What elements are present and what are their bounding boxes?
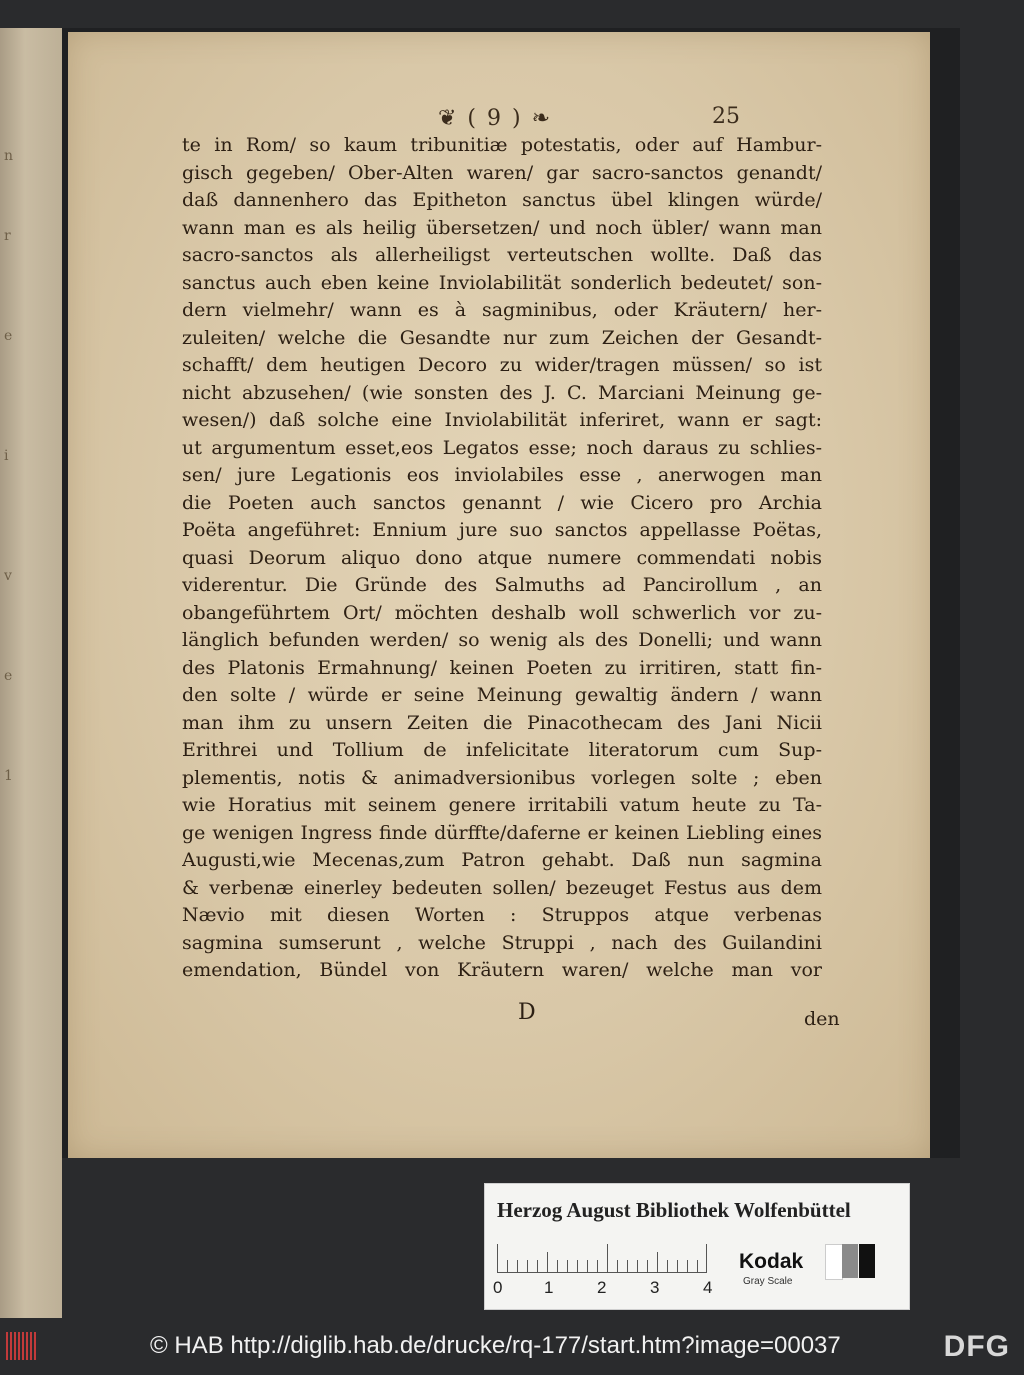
text-line: schafft/ dem heutigen Decoro zu wider/tragen müssen/ so ist bbox=[182, 354, 822, 376]
text-line: emendation, Bündel von Kräutern waren/ welche man vor bbox=[182, 959, 822, 981]
text-line: den solte / würde er seine Meinung gewaltig ändern / wann bbox=[182, 684, 822, 706]
viewer-footer bbox=[0, 1318, 1024, 1375]
text-line: sagmina sumserunt , welche Struppi , nach des Guilandini bbox=[182, 931, 822, 954]
text-line: Poëta angeführet: Ennium jure suo sanctos appellasse Poëtas, bbox=[182, 519, 822, 541]
library-name: Herzog August Bibliothek Wolfenbüttel bbox=[497, 1198, 851, 1222]
ruler-number: 2 bbox=[597, 1278, 607, 1297]
text-line: wann man es als heilig übersetzen/ und noch übler/ wann man bbox=[182, 216, 822, 239]
gray-swatch-mid bbox=[842, 1244, 858, 1278]
page-header bbox=[68, 104, 930, 134]
page-foot bbox=[68, 1000, 930, 1040]
source-url[interactable]: © HAB http://diglib.hab.de/drucke/rq-177/start.htm?image=00037 bbox=[150, 1332, 841, 1359]
catchword: den bbox=[804, 1008, 840, 1030]
text-line: ge wenigen Ingress finde dürffte/daferne er keinen Liebling eines bbox=[182, 821, 822, 844]
text-line: wie Horatius mit seinem genere irritabili vatum heute zu Ta- bbox=[182, 794, 822, 816]
page-number: 25 bbox=[712, 104, 740, 129]
text-line: sen/ jure Legationis eos inviolabiles esse , anerwogen man bbox=[182, 464, 822, 486]
text-line: te in Rom/ so kaum tribunitiæ potestatis, oder auf Hambur- bbox=[182, 134, 822, 156]
ruler-number: 1 bbox=[544, 1278, 554, 1297]
text-line: länglich befunden werden/ so wenig als des Donelli; und wann bbox=[182, 629, 822, 651]
text-line: Nævio mit diesen Worten : Struppos atque verbenas bbox=[182, 904, 822, 926]
adjacent-page-edge bbox=[0, 28, 62, 1318]
dfg-logo: DFG bbox=[943, 1330, 1010, 1363]
grayscale-label: Gray Scale bbox=[743, 1276, 793, 1287]
text-line: plementis, notis & animadversionibus vorlegen solte ; eben bbox=[182, 766, 822, 789]
text-line: viderentur. Die Gründe des Salmuths ad Pancirollum , an bbox=[182, 574, 822, 596]
header-ornament: ❦ ( 9 ) ❧ bbox=[438, 106, 553, 131]
ruler-number: 4 bbox=[703, 1278, 713, 1297]
text-line: gisch gegeben/ Ober-Alten waren/ gar sacro-sanctos genandt/ bbox=[182, 161, 822, 184]
margin-mark: 1 bbox=[4, 768, 13, 784]
kodak-brand: Kodak bbox=[739, 1250, 804, 1273]
text-line: des Platonis Ermahnung/ keinen Poeten zu irritiren, statt fin- bbox=[182, 656, 822, 679]
text-line: wesen/) daß solche eine Inviolabilität inferiret, wann er sagt: bbox=[182, 409, 822, 431]
text-line: Augusti,wie Mecenas,zum Patron gehabt. Daß nun sagmina bbox=[182, 849, 822, 871]
signature-mark: D bbox=[518, 1000, 536, 1025]
margin-mark: r bbox=[4, 228, 11, 244]
ruler-number: 3 bbox=[650, 1278, 660, 1297]
text-line: & verbenæ einerley bedeuten sollen/ bezeuget Festus aus dem bbox=[182, 876, 822, 899]
text-line: Erithrei und Tollium de infelicitate literatorum cum Sup- bbox=[182, 739, 822, 761]
text-line: nicht abzusehen/ (wie sonsten des J. C. Marciani Meinung ge- bbox=[182, 381, 822, 404]
text-line: daß dannenhero das Epitheton sanctus übel klingen würde/ bbox=[182, 189, 822, 211]
text-line: sacro-sanctos als allerheiligst verteutschen wollte. Daß das bbox=[182, 244, 822, 266]
gray-swatch-black bbox=[859, 1244, 875, 1278]
text-line: sanctus auch eben keine Inviolabilität sonderlich bedeutet/ son- bbox=[182, 271, 822, 294]
text-line: die Poeten auch sanctos genannt / wie Cicero pro Archia bbox=[182, 491, 822, 514]
text-line: zuleiten/ welche die Gesandte nur zum Zeichen der Gesandt- bbox=[182, 326, 822, 349]
ruler-number: 0 bbox=[493, 1278, 503, 1297]
text-line: quasi Deorum aliquo dono atque numere commendati nobis bbox=[182, 546, 822, 569]
text-line: man ihm zu unsern Zeiten die Pinacothecam des Jani Nicii bbox=[182, 711, 822, 734]
margin-mark: i bbox=[4, 448, 9, 464]
book-page bbox=[68, 32, 930, 1158]
margin-mark: e bbox=[4, 668, 13, 684]
margin-mark: v bbox=[4, 568, 12, 584]
text-line: dern vielmehr/ wann es à sagminibus, oder Kräutern/ her- bbox=[182, 299, 822, 321]
margin-mark: n bbox=[4, 148, 14, 164]
text-line: ut argumentum esset,eos Legatos esse; noch daraus zu schlies- bbox=[182, 436, 822, 459]
body-text bbox=[182, 132, 822, 985]
scale-ruler bbox=[497, 1244, 707, 1273]
text-line: obangeführtem Ort/ möchten deshalb woll schwerlich vor zu- bbox=[182, 601, 822, 624]
margin-mark: e bbox=[4, 328, 13, 344]
gray-swatch-white bbox=[825, 1244, 843, 1280]
hab-barcode-icon bbox=[6, 1332, 40, 1360]
library-color-card bbox=[484, 1183, 910, 1310]
